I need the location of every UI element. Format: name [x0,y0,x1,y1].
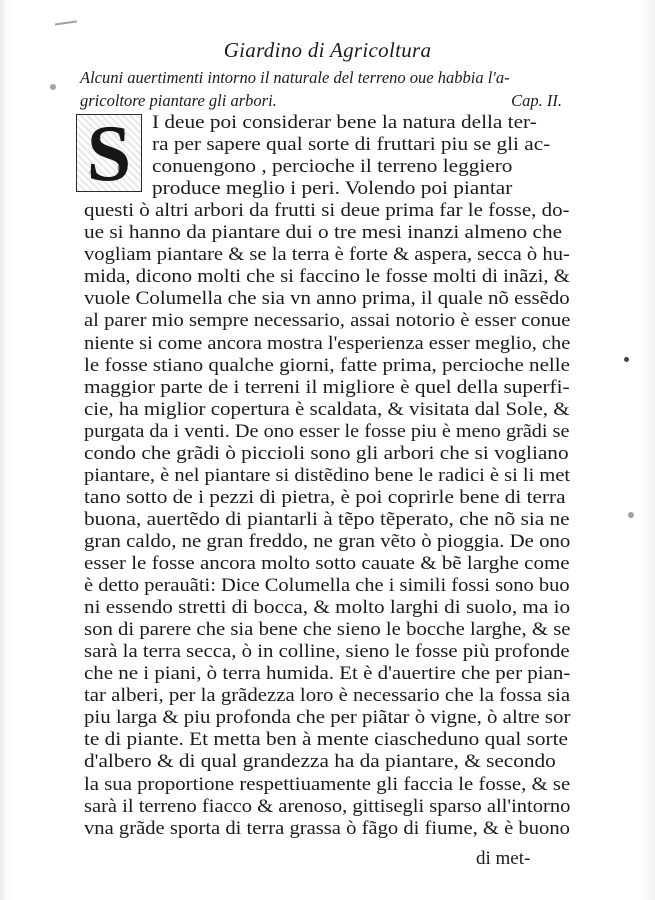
chapter-title-line-1: Alcuni auertimenti intorno il naturale del terreno oue habbia l'a- [80,68,510,87]
running-header: Giardino di Agricoltura [223,38,432,62]
text-line: vogliam piantare & se la terra è forte & aspera, secca ò hu- [84,244,570,266]
text-line: esser le fosse ancora molto sotto cauate & bẽ larghe come [84,553,570,574]
text-line: la sua proportione respettiuamente gli faccia le fosse, & se [84,773,571,795]
decorated-initial-icon [76,110,142,198]
text-line: gran caldo, ne gran freddo, ne gran vẽto ò pioggia. De ono [84,530,571,552]
catchword: di met- [476,848,531,869]
text-line: produce meglio i peri. Volendo poi piantar [152,178,513,200]
text-line: mida, dicono molti che si faccino le fosse molti di inãzi, & [84,266,570,288]
text-line: purgata da i venti. De ono esser le fosse piu è meno grãdi se [84,420,570,442]
chapter-number: Cap. II. [511,91,562,110]
text-line: conuengono , percioche il terreno leggiero [152,156,513,178]
text-line: ra per sapere qual sorte di fruttari piu se gli ac- [152,134,551,156]
text-line: cie, ha miglior copertura è scaldata, & visitata dal Sole, & [84,398,570,420]
text-line: tano sotto de i pezzi di pietra, è poi coprirle bene di terra [84,486,566,508]
text-line: ue si hanno da piantare dui o tre mesi inanzi almeno che [84,222,563,244]
ink-dot [50,84,56,90]
text-line: sarà la terra secca, ò in colline, sieno le fosse più profonde [84,641,570,663]
text-line: I deue poi considerar bene la natura della ter- [152,112,537,133]
text-line: che ne i piani, ò terra humida. Et è d'auertire che per pian- [84,663,571,685]
text-line: vuole Columella che sia vn anno prima, il quale nõ essẽdo [84,288,570,310]
chapter-title-line-2: gricoltore piantare gli arbori. [80,91,277,110]
text-line: niente si come ancora mostra l'esperienza esser meglio, che [84,332,571,354]
text-line: le fosse stiano qualche giorni, fatte prima, percioche nelle [84,354,570,376]
text-line: maggior parte de i terreni il migliore è quel della superfi- [84,376,570,398]
text-line: son di parere che sia bene che sieno le bocche larghe, & se [84,619,571,641]
text-line: piantare, è nel piantare si distẽdino bene le radici è si li met [84,464,571,486]
text-line: questi ò altri arbori da frutti si deue prima far le fosse, do- [84,200,570,222]
text-line: buona, auertẽdo di piantarli à tẽpo tẽperato, che nõ sia ne [84,508,570,530]
text-line: al parer mio sempre necessario, assai notorio è esser conue [84,310,571,332]
text-line: piu larga & piu profonda che per piãtar ò vigne, ò altre sor [84,707,571,729]
text-line: tar alberi, per la grãdezza loro è necessario che la fossa sia [84,685,571,707]
ink-mark [53,7,77,26]
text-line: è detto perauãti: Dice Columella che i simili fossi sono buo [84,575,570,597]
ink-dot [624,357,629,362]
text-line: te di piante. Et metta ben à mente ciascheduno qual sorte [84,729,568,751]
text-line: ni essendo stretti di bocca, & molto larghi di suolo, ma io [84,597,571,619]
text-line: sarà il terreno fiacco & arenoso, gittisegli sparso all'intorno [84,795,571,817]
ink-dot [628,512,634,518]
initial-letter: S [86,110,132,198]
text-line: condo che grãdi ò piccioli sono gli arbori che si vogliano [84,442,569,464]
text-line: d'albero & di qual grandezza ha da piantare, & secondo [84,751,556,773]
text-line: vna grãde sporta di terra grassa ò fãgo di fiume, & è buono [84,817,570,839]
chapter-heading [80,66,580,112]
